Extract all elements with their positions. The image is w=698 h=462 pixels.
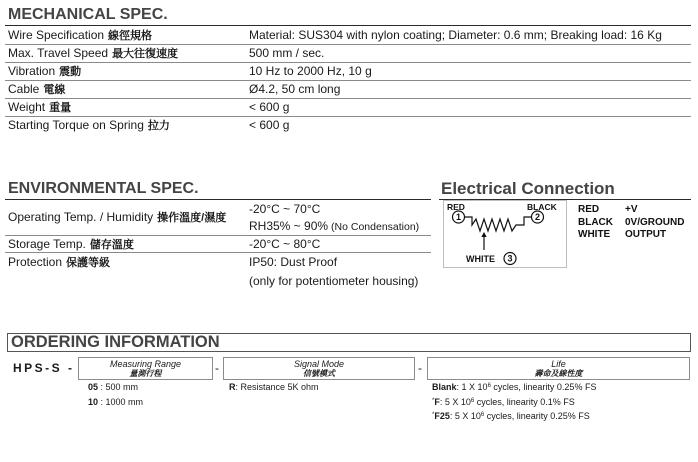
spec-label xyxy=(8,27,152,45)
spec-label-en: Storage Temp. xyxy=(8,237,86,251)
spec-label xyxy=(8,117,170,135)
spec-label-en: Cable xyxy=(8,82,40,96)
spec-label xyxy=(8,236,134,253)
spec-label xyxy=(8,200,226,236)
spec-row-wire-specification xyxy=(5,27,691,45)
option-code: R xyxy=(229,382,236,392)
spec-value: -20°C ~ 80°C xyxy=(249,237,321,251)
spec-label-en: Protection xyxy=(8,255,63,269)
field-name: Measuring Range xyxy=(109,359,182,369)
pin3-number: 3 xyxy=(507,253,513,264)
pin1-wire-label: RED xyxy=(447,202,465,212)
spec-row-cable xyxy=(5,81,691,99)
spec-value xyxy=(249,253,418,291)
env-row-operating-temp xyxy=(5,200,431,236)
spec-label-en: Vibration xyxy=(8,64,56,78)
wire-color-table xyxy=(578,204,688,242)
humidity-range: RH35% ~ 90% xyxy=(249,219,329,233)
option-item xyxy=(432,395,596,410)
field-box-signal-mode xyxy=(223,357,415,380)
footnote-mark: * xyxy=(432,412,435,418)
spec-value-line: (only for potentiometer housing) xyxy=(249,274,419,288)
option-code: F25 xyxy=(434,411,450,421)
option-exponent: 6 xyxy=(470,397,475,404)
pin3-wire-label: WHITE xyxy=(466,254,495,264)
environmental-spec-title: ENVIRONMENTAL SPEC. xyxy=(8,180,199,197)
mechanical-title-rule xyxy=(5,25,691,26)
spec-row-weight xyxy=(5,99,691,117)
spec-label-zh: 線徑規格 xyxy=(108,30,153,42)
field-separator: - xyxy=(418,361,422,375)
spec-value: 500 mm / sec. xyxy=(249,46,325,60)
spec-label-zh: 震動 xyxy=(59,66,82,78)
ordering-info-header xyxy=(7,333,691,352)
spec-label xyxy=(8,99,71,117)
option-code: Blank xyxy=(432,382,457,392)
mechanical-spec-title: MECHANICAL SPEC. xyxy=(8,6,168,23)
spec-label-zh: 儲存溫度 xyxy=(89,239,134,251)
spec-row-starting-torque xyxy=(5,117,691,134)
spec-label-en: Operating Temp. / Humidity xyxy=(8,210,154,224)
spec-label-zh: 重量 xyxy=(49,102,72,114)
option-desc-tail: cycles, linearity 0.25% FS xyxy=(484,411,590,421)
field-name-zh: 量測行程 xyxy=(129,369,162,378)
spec-label-en: Wire Specification xyxy=(8,28,105,42)
humidity-note: (No Condensation) xyxy=(331,221,420,233)
option-item xyxy=(88,395,143,410)
wire-row-white xyxy=(578,229,688,242)
option-desc: Resistance 5K ohm xyxy=(240,382,319,392)
option-desc: 5 X 10 xyxy=(444,396,471,407)
option-sep: : xyxy=(98,396,106,407)
resistor-zigzag-icon xyxy=(465,217,532,231)
pin2-wire-label: BLACK xyxy=(527,202,557,212)
spec-label-en: Starting Torque on Spring xyxy=(8,118,144,132)
pin1-number: 1 xyxy=(455,212,462,223)
spec-value: 10 Hz to 2000 Hz, 10 g xyxy=(249,64,372,78)
pin2-number: 2 xyxy=(534,212,541,223)
spec-label-zh: 操作溫度/濕度 xyxy=(157,212,227,224)
spec-value: < 600 g xyxy=(249,100,290,114)
spec-value-line: -20°C ~ 70°C xyxy=(249,202,321,216)
field-box-life xyxy=(427,357,690,380)
spec-label-zh: 電線 xyxy=(43,84,66,96)
option-item xyxy=(88,380,143,395)
spec-label-en: Weight xyxy=(8,100,46,114)
option-item xyxy=(432,380,596,395)
spec-value-line: IP50: Dust Proof xyxy=(249,255,338,269)
field-name-zh: 壽命及線性度 xyxy=(534,369,583,378)
env-row-protection xyxy=(5,253,431,291)
option-desc: 1000 mm xyxy=(105,396,144,407)
option-exponent: 6 xyxy=(487,383,491,389)
field-name: Signal Mode xyxy=(293,359,345,369)
option-item xyxy=(432,409,596,424)
spec-label xyxy=(8,45,178,63)
wire-color: BLACK xyxy=(578,216,613,228)
wire-color: RED xyxy=(578,204,600,215)
option-item xyxy=(229,380,319,395)
option-sep: : xyxy=(235,382,241,392)
option-desc: 5 X 10 xyxy=(454,411,481,421)
spec-value-line xyxy=(249,218,419,236)
spec-label xyxy=(8,63,81,81)
wiper-arrow-icon xyxy=(481,232,486,237)
option-sep: : xyxy=(439,396,445,407)
spec-value: < 600 g xyxy=(249,118,290,132)
env-row-storage-temp xyxy=(5,236,431,253)
spec-value: Material: SUS304 with nylon coating; Diameter: 0.6 mm; Breaking load: 16 Kg xyxy=(249,28,662,42)
life-options xyxy=(432,380,596,424)
option-desc-tail: cycles, linearity 0.1% FS xyxy=(474,396,575,407)
spec-label-zh: 最大往復速度 xyxy=(112,48,179,60)
spec-row-vibration xyxy=(5,63,691,81)
option-desc-tail: cycles, linearity 0.25% FS xyxy=(490,382,597,392)
option-code: 10 xyxy=(88,396,99,407)
wire-row-red xyxy=(578,204,688,217)
spec-label-zh: 拉力 xyxy=(147,120,170,132)
spec-label-zh: 保護等級 xyxy=(66,257,111,269)
option-exponent: 6 xyxy=(480,412,485,418)
wire-row-black xyxy=(578,217,688,230)
footnote-mark: * xyxy=(432,397,435,404)
field-box-measuring-range xyxy=(78,357,213,380)
spec-value: Ø4.2, 50 cm long xyxy=(249,82,341,96)
wire-signal: +V xyxy=(625,204,638,215)
wire-signal: OUTPUT xyxy=(625,229,667,240)
field-separator: - xyxy=(215,361,219,375)
spec-value xyxy=(249,201,419,236)
option-code: F xyxy=(434,396,440,407)
option-desc: 1 X 10 xyxy=(461,382,488,392)
option-code: 05 xyxy=(88,382,99,392)
ordering-info-title: ORDERING INFORMATION xyxy=(11,333,220,351)
potentiometer-schematic xyxy=(444,201,566,267)
spec-row-max-travel-speed xyxy=(5,45,691,63)
option-sep: : xyxy=(456,382,462,392)
wire-color: WHITE xyxy=(578,229,611,240)
field-name-zh: 信號模式 xyxy=(303,369,335,378)
model-prefix: HPS-S - xyxy=(13,361,75,375)
signal-mode-options xyxy=(229,380,319,395)
electrical-connection-title: Electrical Connection xyxy=(441,179,615,198)
field-name: Life xyxy=(551,359,566,369)
spec-label xyxy=(8,253,110,273)
option-sep: : xyxy=(449,411,455,421)
spec-label xyxy=(8,81,65,99)
measuring-range-options xyxy=(88,380,143,409)
wire-signal: 0V/GROUND xyxy=(625,216,685,228)
spec-label-en: Max. Travel Speed xyxy=(8,46,109,60)
option-sep: : xyxy=(98,382,106,392)
wiring-diagram-box xyxy=(443,200,567,268)
option-desc: 500 mm xyxy=(105,382,139,392)
